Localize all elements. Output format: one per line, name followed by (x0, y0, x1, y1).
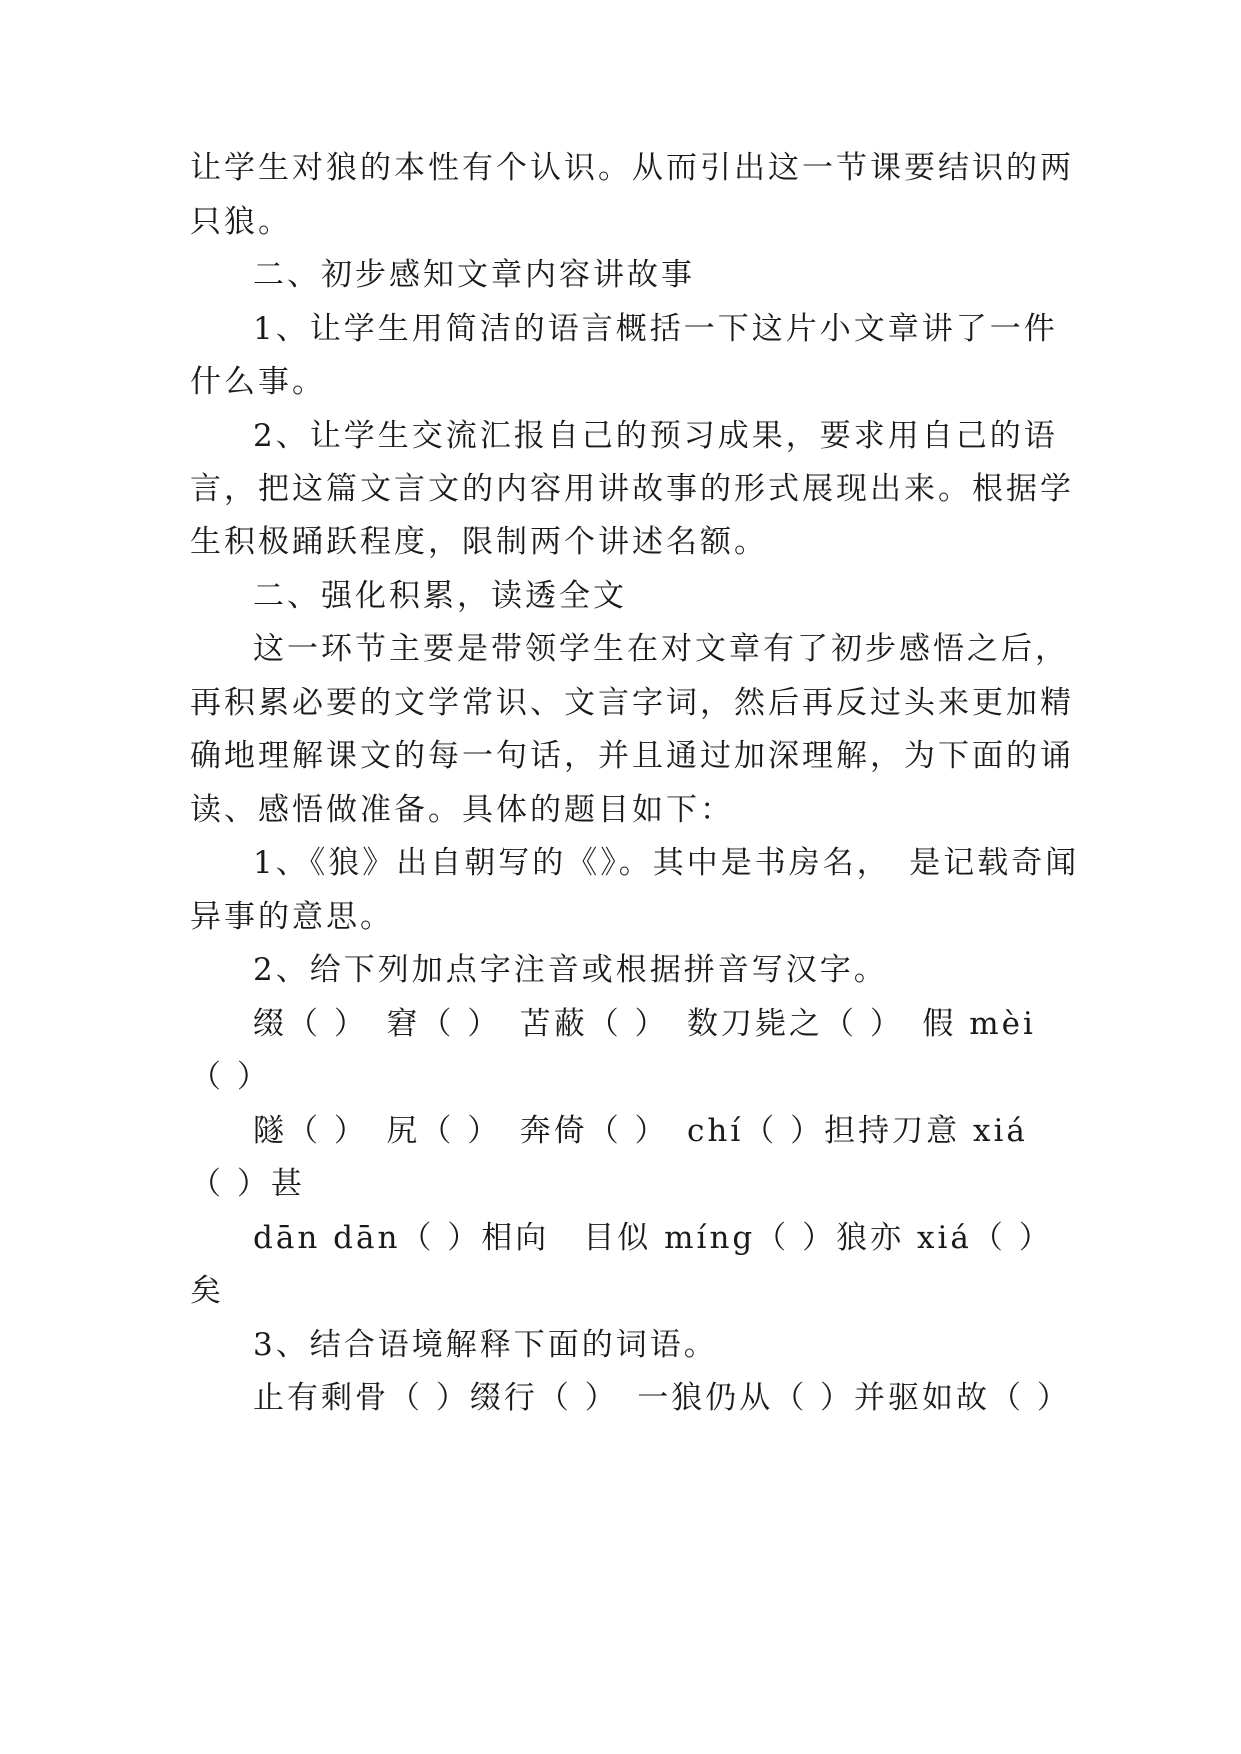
question-line: 1、《狼》出自朝写的《》。其中是书房名， 是记载奇闻 (253, 845, 1080, 881)
text-line: 1、让学生用简洁的语言概括一下这片小文章讲了一件 (253, 311, 1058, 347)
question-line: 2、给下列加点字注音或根据拼音写汉字。 (253, 952, 888, 988)
text-line: 什么事。 (190, 364, 326, 400)
text-line: 言，把这篇文言文的内容用讲故事的形式展现出来。根据学 (190, 471, 1074, 507)
text-line: 让学生对狼的本性有个认识。从而引出这一节课要结识的两 (190, 150, 1074, 186)
exercise-line: 矣 (190, 1273, 224, 1309)
text-line: 只狼。 (190, 204, 292, 240)
text-line: 这一环节主要是带领学生在对文章有了初步感悟之后， (253, 631, 1069, 667)
exercise-line: （ ）甚 (190, 1166, 305, 1202)
text-line: 异事的意思。 (190, 899, 394, 935)
text-line: 读、感悟做准备。具体的题目如下： (190, 792, 734, 828)
section-heading: 二、强化积累，读透全文 (253, 578, 627, 614)
text-line: 生积极踊跃程度，限制两个讲述名额。 (190, 524, 768, 560)
section-heading: 二、初步感知文章内容讲故事 (253, 257, 695, 293)
exercise-line: dān dān（ ）相向 目似 míng（ ）狼亦 xiá（ ） (253, 1220, 1053, 1256)
text-line: 确地理解课文的每一句话，并且通过加深理解，为下面的诵 (190, 738, 1074, 774)
exercise-line: 隧（ ） 尻（ ） 奔倚（ ） chí（ ）担持刀意 xiá (253, 1113, 1028, 1149)
exercise-line: （ ） (190, 1059, 271, 1095)
text-line: 2、让学生交流汇报自己的预习成果，要求用自己的语 (253, 418, 1058, 454)
question-line: 3、结合语境解释下面的词语。 (253, 1327, 718, 1363)
text-line: 再积累必要的文学常识、文言字词，然后再反过头来更加精 (190, 685, 1074, 721)
exercise-line: 止有剩骨（ ）缀行（ ） 一狼仍从（ ）并驱如故（ ） (253, 1380, 1071, 1416)
exercise-line: 缀（ ） 窘（ ） 苫蔽（ ） 数刀毙之（ ） 假 mèi (253, 1006, 1036, 1042)
